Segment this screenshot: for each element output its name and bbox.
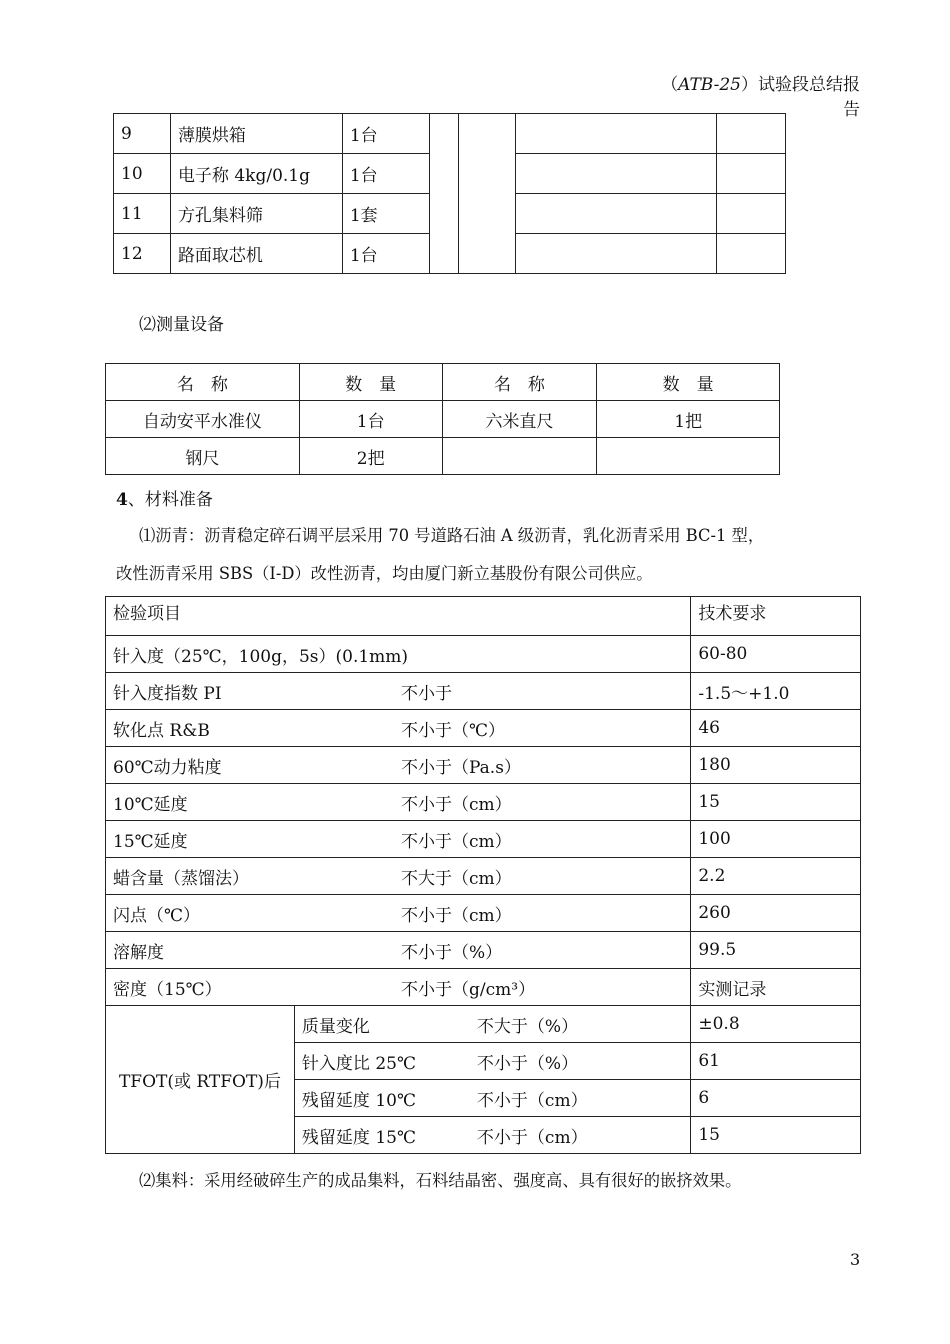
item-condition: 不小于（cm） xyxy=(401,794,512,815)
requirement-value: ±0.8 xyxy=(691,1006,861,1043)
requirement-value: 260 xyxy=(691,895,861,932)
item-name: 密度（15℃） xyxy=(113,979,222,1000)
empty-cell xyxy=(717,194,786,234)
equip-no: 11 xyxy=(114,194,171,234)
table-row xyxy=(106,747,861,784)
table-row xyxy=(106,673,861,710)
table-cell: 1把 xyxy=(597,401,780,438)
empty-cell xyxy=(515,234,717,274)
table-row xyxy=(106,821,861,858)
column-header-item: 检验项目 xyxy=(106,597,691,636)
column-header: 名 称 xyxy=(106,364,300,401)
column-header: 名 称 xyxy=(442,364,597,401)
test-item xyxy=(106,858,691,895)
item-name: 15℃延度 xyxy=(113,831,188,852)
item-name: 闪点（℃） xyxy=(113,905,201,926)
item-name: 残留延度 15℃ xyxy=(301,1127,416,1148)
table-row xyxy=(106,858,861,895)
tfot-label: TFOT(或 RTFOT)后 xyxy=(106,1006,295,1154)
table-cell: 钢尺 xyxy=(106,438,300,475)
column-header-requirement: 技术要求 xyxy=(691,597,861,636)
equip-name: 方孔集料筛 xyxy=(170,194,342,234)
table-row xyxy=(106,895,861,932)
test-item xyxy=(106,821,691,858)
test-item xyxy=(106,784,691,821)
table-header-row xyxy=(106,364,780,401)
merged-cell xyxy=(429,114,458,274)
item-condition: 不小于（cm） xyxy=(476,1127,588,1148)
item-name: 10℃延度 xyxy=(113,794,188,815)
test-item xyxy=(106,673,691,710)
table-row xyxy=(106,784,861,821)
asphalt-paragraph-line2: 改性沥青采用 SBS（I-D）改性沥青，均由厦门新立基股份有限公司供应。 xyxy=(116,564,653,583)
equip-qty: 1套 xyxy=(342,194,429,234)
requirement-value: 实测记录 xyxy=(691,969,861,1006)
measure-heading: ⑵测量设备 xyxy=(139,315,224,335)
table-cell xyxy=(442,438,597,475)
requirement-value: 100 xyxy=(691,821,861,858)
requirement-value: 99.5 xyxy=(691,932,861,969)
item-name: 残留延度 10℃ xyxy=(301,1090,416,1111)
header-title: 试验段总结报告 xyxy=(758,75,860,120)
item-name: 针入度指数 PI xyxy=(113,683,222,704)
equip-name: 薄膜烘箱 xyxy=(170,114,342,154)
equip-no: 12 xyxy=(114,234,171,274)
equip-qty: 1台 xyxy=(342,234,429,274)
item-condition: 不小于（cm） xyxy=(476,1090,588,1111)
requirement-value: 6 xyxy=(691,1080,861,1117)
asphalt-paragraph-line1: ⑴沥青：沥青稳定碎石调平层采用 70 号道路石油 A 级沥青，乳化沥青采用 BC-1 型， xyxy=(139,526,765,545)
table-row xyxy=(106,969,861,1006)
column-header: 数 量 xyxy=(299,364,442,401)
table-row xyxy=(106,710,861,747)
measure-table xyxy=(105,363,780,475)
column-header: 数 量 xyxy=(597,364,780,401)
test-item xyxy=(106,747,691,784)
item-name: 针入度（25℃，100g，5s）(0.1mm) xyxy=(113,646,409,667)
equip-qty: 1台 xyxy=(342,154,429,194)
item-condition: 不小于（cm） xyxy=(401,831,512,852)
empty-cell xyxy=(515,154,717,194)
requirement-value: 60-80 xyxy=(691,636,861,673)
equipment-table xyxy=(113,113,786,274)
page-header: （ATB-25）试验段总结报告 xyxy=(661,75,860,120)
requirement-value: 2.2 xyxy=(691,858,861,895)
test-item xyxy=(106,895,691,932)
merged-cell xyxy=(458,114,515,274)
section-title: 、材料准备 xyxy=(127,490,213,510)
aggregate-paragraph: ⑵集料：采用经破碎生产的成品集料，石料结晶密、强度高、具有很好的嵌挤效果。 xyxy=(139,1171,742,1190)
item-name: 溶解度 xyxy=(113,942,164,963)
table-row xyxy=(106,932,861,969)
empty-cell xyxy=(717,234,786,274)
item-condition: 不小于（Pa.s） xyxy=(401,757,521,778)
table-cell xyxy=(597,438,780,475)
table-row xyxy=(106,636,861,673)
item-condition: 不大于（%） xyxy=(476,1016,579,1037)
table-cell: 1台 xyxy=(299,401,442,438)
item-condition: 不小于（cm） xyxy=(401,905,512,926)
equip-no: 9 xyxy=(114,114,171,154)
test-item xyxy=(106,969,691,1006)
item-condition: 不小于（g/cm³） xyxy=(401,979,536,1000)
tfot-item xyxy=(294,1006,690,1043)
page-number: 3 xyxy=(850,1250,861,1269)
tfot-item xyxy=(294,1043,690,1080)
requirement-value: 15 xyxy=(691,1117,861,1154)
equip-no: 10 xyxy=(114,154,171,194)
equip-qty: 1台 xyxy=(342,114,429,154)
requirement-value: 15 xyxy=(691,784,861,821)
section-number: 4 xyxy=(116,490,128,510)
table-row xyxy=(106,1006,861,1043)
tfot-item xyxy=(294,1080,690,1117)
item-name: 针入度比 25℃ xyxy=(301,1053,416,1074)
test-item xyxy=(106,932,691,969)
equip-name: 电子称 4kg/0.1g xyxy=(170,154,342,194)
table-cell: 六米直尺 xyxy=(442,401,597,438)
item-condition: 不小于（%） xyxy=(401,942,503,963)
table-cell: 2把 xyxy=(299,438,442,475)
asphalt-spec-table xyxy=(105,596,861,1154)
item-condition: 不小于（%） xyxy=(476,1053,579,1074)
requirement-value: 46 xyxy=(691,710,861,747)
section-heading xyxy=(116,485,213,510)
requirement-value: -1.5～+1.0 xyxy=(691,673,861,710)
empty-cell xyxy=(717,154,786,194)
tfot-item xyxy=(294,1117,690,1154)
item-condition: 不小于 xyxy=(401,683,452,704)
table-row xyxy=(106,401,780,438)
table-header-row xyxy=(106,597,861,636)
item-condition: 不大于（cm） xyxy=(401,868,512,889)
item-name: 60℃动力粘度 xyxy=(113,757,222,778)
requirement-value: 61 xyxy=(691,1043,861,1080)
item-name: 软化点 R&B xyxy=(113,720,210,741)
empty-cell xyxy=(717,114,786,154)
table-row xyxy=(114,114,786,154)
table-cell: 自动安平水准仪 xyxy=(106,401,300,438)
header-code: ATB-25 xyxy=(678,75,741,95)
test-item xyxy=(106,710,691,747)
table-row xyxy=(106,438,780,475)
requirement-value: 180 xyxy=(691,747,861,784)
equip-name: 路面取芯机 xyxy=(170,234,342,274)
item-condition: 不小于（℃） xyxy=(401,720,506,741)
empty-cell xyxy=(515,114,717,154)
test-item xyxy=(106,636,691,673)
item-name: 质量变化 xyxy=(301,1016,370,1037)
item-name: 蜡含量（蒸馏法） xyxy=(113,868,249,889)
empty-cell xyxy=(515,194,717,234)
